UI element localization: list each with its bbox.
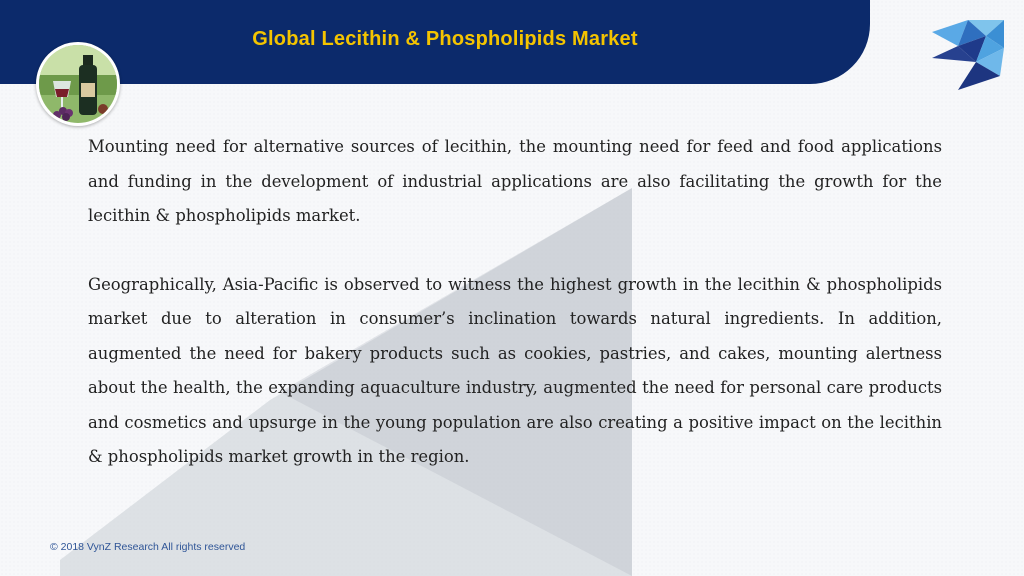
copyright-footer: © 2018 VynZ Research All rights reserved [50, 541, 246, 553]
geometric-triangles-logo-icon [928, 18, 1006, 92]
wine-bottle-grapes-photo-icon [36, 42, 120, 126]
body-text [88, 130, 942, 475]
paragraph-intro: Mounting need for alternative sources of lecithin, the mounting need for feed and food applications and funding in the development of industrial applications are also facilitating the growth for the lecithin & phospholipids market. [88, 137, 942, 225]
paragraph-geography: Geographically, Asia-Pacific is observed to witness the highest growth in the lecithin & phospholipids market due to alteration in consumer’s inclination towards natural ingredients. In addition, augmented the need for bakery products such as cookies, pastries, and cakes, mounting alertness about the health, the expanding aquaculture industry, augmented the need for personal care products and cosmetics and upsurge in the young population are also creating a positive impact on the lecithin & phospholipids market growth in the region. [88, 274, 942, 466]
page-title: Global Lecithin & Phospholipids Market [252, 28, 638, 50]
